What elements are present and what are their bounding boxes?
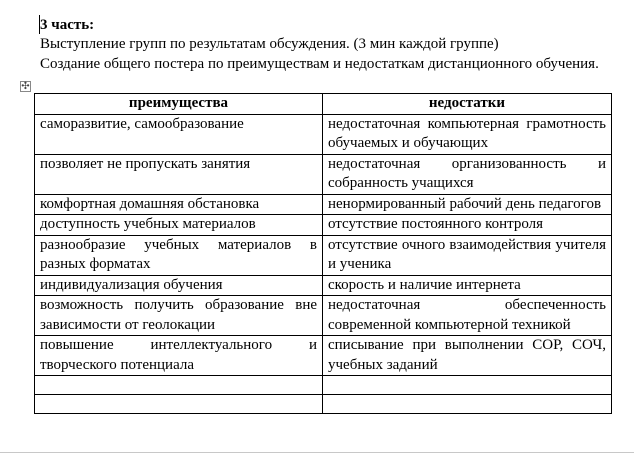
cons-cell[interactable]: недостаточная обеспеченность современной компьютерной техникой (323, 296, 612, 336)
paragraph-poster: Создание общего постера по преимуществам и недостаткам дистанционного обучения. (40, 56, 599, 72)
table-row (35, 235, 612, 275)
table-header-row (35, 94, 612, 115)
cons-cell[interactable] (323, 395, 612, 414)
section-heading: 3 часть: (40, 17, 95, 33)
cons-cell[interactable]: отсутствие очного взаимодействия учителя и ученика (323, 235, 612, 275)
pros-cell[interactable]: саморазвитие, самообразование (35, 114, 323, 154)
cons-cell[interactable]: отсутствие постоянного контроля (323, 215, 612, 236)
pros-cons-table (34, 93, 612, 414)
pros-cell[interactable] (35, 395, 323, 414)
pros-cell[interactable] (35, 376, 323, 395)
page-bottom-divider (0, 452, 634, 453)
table-row (35, 194, 612, 215)
table-row (35, 215, 612, 236)
header-pros[interactable]: преимущества (35, 94, 323, 115)
cons-cell[interactable]: скорость и наличие интернета (323, 275, 612, 296)
table-row (35, 275, 612, 296)
pros-cell[interactable]: комфортная домашняя обстановка (35, 194, 323, 215)
table-row (35, 114, 612, 154)
pros-cell[interactable]: доступность учебных материалов (35, 215, 323, 236)
table-move-handle-icon[interactable]: ✣ (21, 80, 30, 92)
cons-cell[interactable]: недостаточная организованность и собранность учащихся (323, 154, 612, 194)
cons-cell[interactable]: ненормированный рабочий день педагогов (323, 194, 612, 215)
pros-cell[interactable]: позволяет не пропускать занятия (35, 154, 323, 194)
pros-cell[interactable]: разнообразие учебных материалов в разных форматах (35, 235, 323, 275)
table-row (35, 336, 612, 376)
paragraph-presentation: Выступление групп по результатам обсуждения. (3 мин каждой группе) (40, 36, 499, 52)
header-cons[interactable]: недостатки (323, 94, 612, 115)
pros-cell[interactable]: возможность получить образование вне зависимости от геолокации (35, 296, 323, 336)
table-row (35, 296, 612, 336)
cons-cell[interactable]: списывание при выполнении СОР, СОЧ, учебных заданий (323, 336, 612, 376)
table-row-empty (35, 376, 612, 395)
pros-cell[interactable]: повышение интеллектуального и творческого потенциала (35, 336, 323, 376)
pros-cell[interactable]: индивидуализация обучения (35, 275, 323, 296)
cons-cell[interactable] (323, 376, 612, 395)
table-row (35, 154, 612, 194)
cons-cell[interactable]: недостаточная компьютерная грамотность обучаемых и обучающих (323, 114, 612, 154)
table-row-empty (35, 395, 612, 414)
